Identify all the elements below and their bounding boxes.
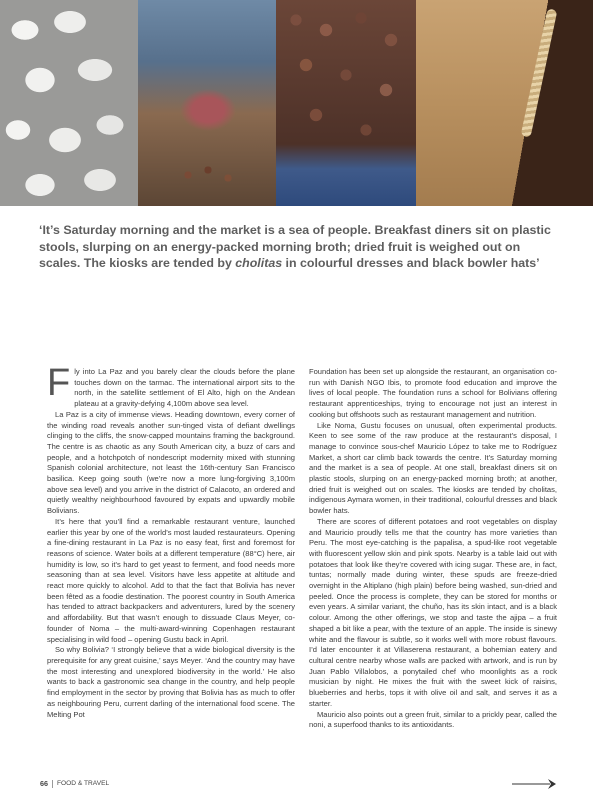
article-body xyxy=(47,362,557,731)
photo-white-potatoes xyxy=(0,0,138,206)
continue-arrow-icon xyxy=(512,778,558,790)
magazine-name: FOOD & TRAVEL xyxy=(57,780,110,787)
paragraph: Mauricio also points out a green fruit, similar to a prickly pear, called the noni, a superfood thanks to its antioxidants. xyxy=(309,709,557,730)
column-left xyxy=(47,362,295,731)
paragraph: So why Bolivia? ‘I strongly believe that a wide biological diversity is the prerequisite for any great cuisine,’ says Meyer. ‘And the country may have the most interesting and unexplored biodiversity in the world.’ He also wants to back a gastronomic sea change in the country, and help people find employment in the sector by proving that Bolivia has as much to offer as neighbouring Peru, current darling of the international food scene. The Melting Pot xyxy=(47,645,295,719)
paragraph xyxy=(47,362,295,410)
pull-quote-text-end: in colourful dresses and black bowler hats’ xyxy=(282,256,540,271)
pull-quote-text: ‘It’s Saturday morning and the market is a sea of people. Breakfast diners sit on plastic stools, slurping on an energy-packed morning broth; dried fruit is weighed out on scales. The kiosks are tended by xyxy=(39,223,551,271)
column-right xyxy=(309,367,557,731)
photo-market-vendors xyxy=(138,0,276,206)
photo-potato-sacks xyxy=(276,0,416,206)
page-number: 66 xyxy=(40,779,48,788)
paragraph: It’s here that you’ll find a remarkable restaurant venture, launched earlier this year by one of the world’s most lauded restaurateurs. Opening a fine-dining restaurant in La Paz is no easy feat, first and foremost for reasons of science. Water boils at a different temperature (88°C) here, air humidity is low, so it’s hard to get yeast to ferment, and food needs more seasoning than at sea level. Visitors have less appetite at altitude and react more quickly to alcohol. Add to that the fact that Bolivia has never been fêted as a foodie destination. The poorest country in South America has tended to attract backpackers and adventurers, lured by the scenery and affordability. But that wasn’t enough to dissuade Claus Meyer, co-founder of Noma – the multi-award-winning Copenhagen restaurant specialising in wild food – opening Gustu back in April. xyxy=(47,516,295,644)
grain-stalk xyxy=(521,8,558,137)
drop-cap: F xyxy=(47,362,71,404)
photo-strip xyxy=(0,0,593,206)
pull-quote-emphasis: cholitas xyxy=(235,256,283,271)
paragraph: There are scores of different potatoes and root vegetables on display and Mauricio proudly tells me that the country has more varieties than Peru. The most eye-catching is the papalisa, a spud-like root vegetable with fluorescent yellow skin and pink spots. Nearby is a table laid out with potatoes that look like they’re covered with icing sugar. These are, in fact, tuntas; normally made during winter, these spuds are freeze-dried overnight in the Altiplano (high plain) before being washed, sun-dried and peeled. Once the process is complete, they can be stored for months or even years. A similar variant, the chuño, has its skin intact, and is a black colour. Among the other offerings, we stop and taste the ajipa – a fruit shaped a bit like a pear, with the texture of an apple. The inside is sinewy white and the flavour is subtle, so it works well with more robust flavours. I’d later encounter it at Villaserena restaurant, a bohemian eatery and cultural centre nearby whose walls are packed with artwork, and is run by Juan Pablo Villalobos, a ponytailed chef who moonlights as a rock musician by night. He mixes the fruit with the sweet kick of raisins, blueberries and herbs, tops it with olive oil and salt, and serves it as a starter. xyxy=(309,516,557,708)
photo-grain-stalk xyxy=(416,0,593,206)
paragraph: Foundation has been set up alongside the restaurant, an organisation co-run with Danish NGO Ibis, to promote food education and improve the lives of local people. The foundation runs a school for Bolivians offering restaurant apprenticeships, trying to encourage not just an interest in cooking but offshoots such as restaurant management and nutrition. xyxy=(309,367,557,419)
paragraph-text: ly into La Paz and you barely clear the clouds before the plane touches down on the tarmac. The international airport sits to the north, in the satellite settlement of El Alto, high on the Andean plateau at a gravity-defying 4,100m above sea level. xyxy=(74,367,295,409)
paragraph: Like Noma, Gustu focuses on unusual, often experimental products. Keen to see some of the raw produce at the restaurant’s disposal, I manage to convince sous-chef Mauricio López to take me to Rodríguez Market, a short car climb back towards the centre. It’s Saturday morning and the market is a sea of people. At one stall, breakfast diners sit on plastic stools, slurping on an energy-packed morning broth; at another, dried fruit is weighed out on scales. The kiosks are tended by cholitas, indigenous Aymara women, in their traditional, colourful dresses and black bowler hats. xyxy=(309,420,557,516)
footer-divider xyxy=(52,780,53,788)
paragraph: La Paz is a city of immense views. Heading downtown, every corner of the winding road reveals another sun-tinged vista of defiant dwellings clinging to the cliffs, the snow-capped mountains framing the background. The centre is as chaotic as any South American city, a buzz of cars and people, and a hotchpotch of nondescript modernity mixed with stunning Spanish colonial architecture, not least the 16th-century San Francisco basilica. Keep going south (we’re now a more lung-forgiving 3,100m above sea level) and you arrive in the district of Calacoto, an ordered and quietly wealthy neighbourhood favoured by expats and upwardly mobile Bolivians. xyxy=(47,409,295,516)
pull-quote xyxy=(39,222,559,272)
page-footer xyxy=(40,779,109,788)
